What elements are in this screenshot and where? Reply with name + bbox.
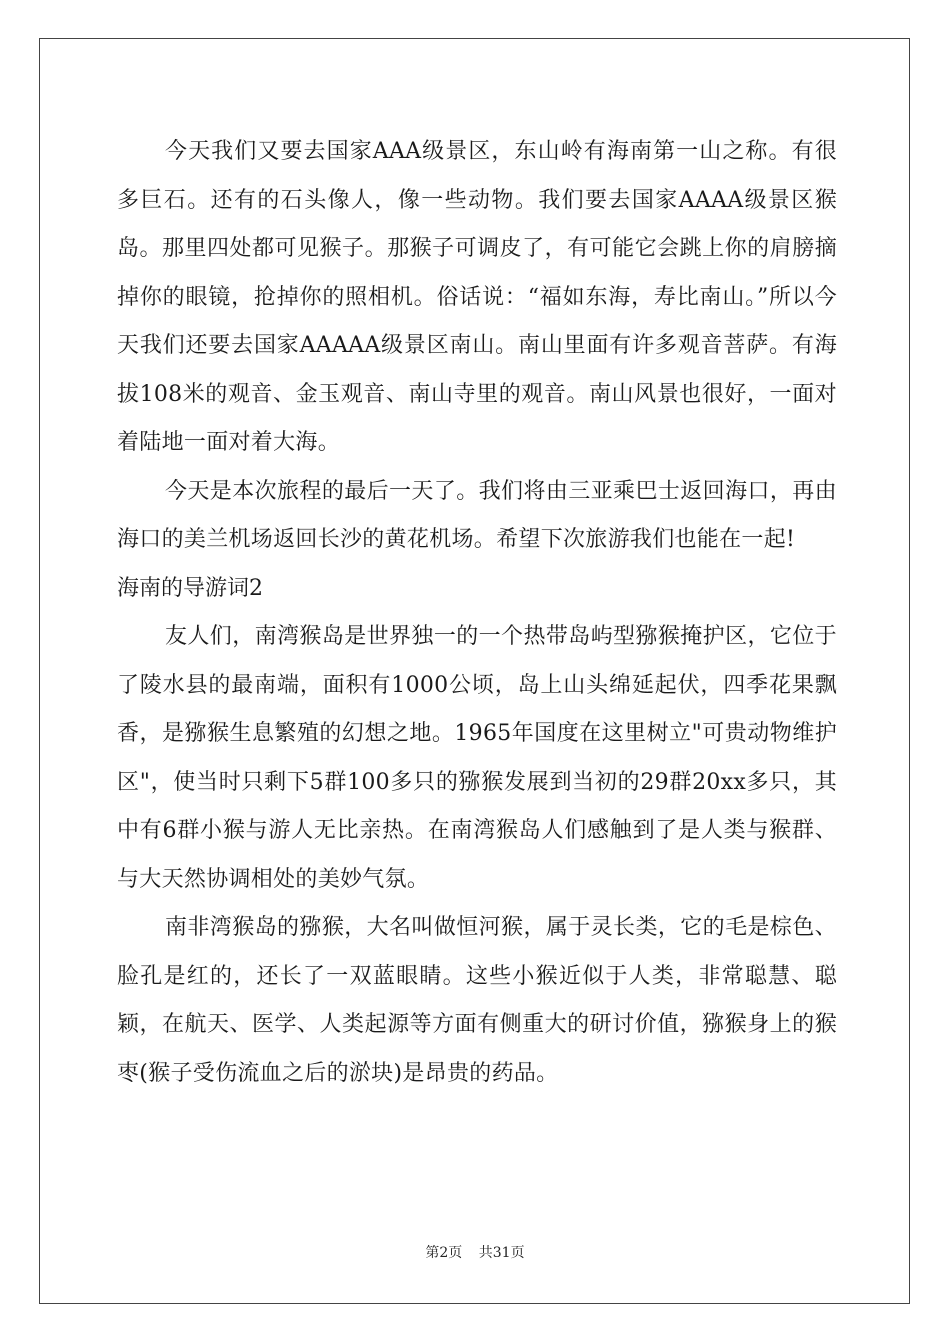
- page-total: 共31页: [478, 1245, 525, 1261]
- section-title: 海南的导游词2: [117, 575, 263, 601]
- paragraph: 南非湾猴岛的猕猴，大名叫做恒河猴，属于灵长类，它的毛是棕色、脸孔是红的，还长了一双蓝眼睛。这些小猴近似于人类，非常聪慧、聪颖，在航天、医学、人类起源等方面有侧重大的研讨价值，猕猴身上的猴枣(猴子受伤流血之后的淤块)是昂贵的药品。: [117, 915, 837, 1086]
- document-body: [117, 128, 837, 1098]
- page-footer: [0, 1242, 950, 1262]
- paragraph: 今天我们又要去国家AAA级景区，东山岭有海南第一山之称。有很多巨石。还有的石头像人，像一些动物。我们要去国家AAAA级景区猴岛。那里四处都可见猴子。那猴子可调皮了，有可能它会跳上你的肩膀摘掉你的眼镜，抢掉你的照相机。俗话说：“福如东海，寿比南山。”所以今天我们还要去国家AAAAA级景区南山。南山里面有许多观音菩萨。有海拔108米的观音、金玉观音、南山寺里的观音。南山风景也很好，一面对着陆地一面对着大海。: [117, 139, 837, 455]
- paragraph: 今天是本次旅程的最后一天了。我们将由三亚乘巴士返回海口，再由海口的美兰机场返回长沙的黄花机场。希望下次旅游我们也能在一起!: [117, 478, 837, 552]
- paragraph: 友人们，南湾猴岛是世界独一的一个热带岛屿型猕猴掩护区，它位于了陵水县的最南端，面积有1000公顷，岛上山头绵延起伏，四季花果飘香，是猕猴生息繁殖的幻想之地。1965年国度在这里树立"可贵动物维护区"，使当时只剩下5群100多只的猕猴发展到当初的29群20xx多只，其中有6群小猴与游人无比亲热。在南湾猴岛人们感触到了是人类与猴群、与大天然协调相处的美妙气氛。: [117, 624, 837, 892]
- page-number: 第2页: [425, 1245, 463, 1261]
